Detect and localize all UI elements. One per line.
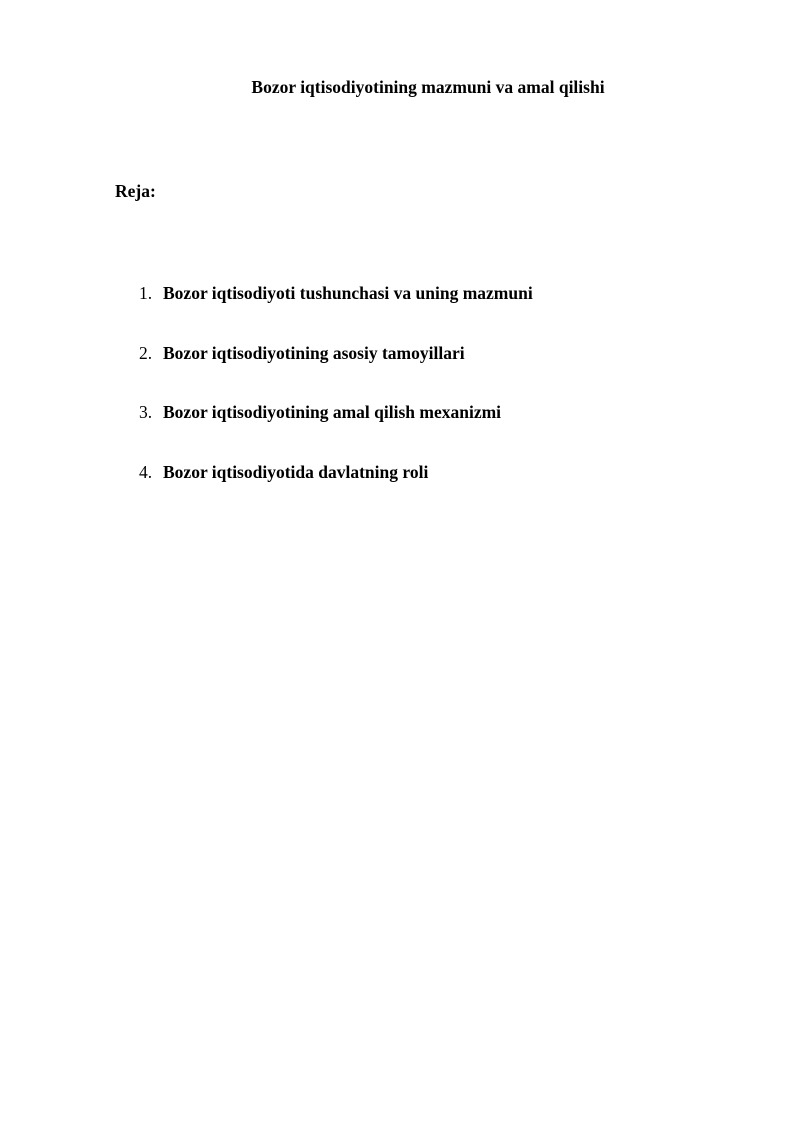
document-title: Bozor iqtisodiyotining mazmuni va amal qilishi — [251, 77, 605, 97]
plan-item-text: Bozor iqtisodiyotining asosiy tamoyillari — [163, 342, 465, 363]
plan-item-number: 2. — [139, 342, 153, 363]
plan-item-text: Bozor iqtisodiyotining amal qilish mexanizmi — [163, 402, 502, 422]
plan-item — [0, 282, 800, 342]
plan-item-text: Bozor iqtisodiyoti tushunchasi va uning mazmuni — [163, 283, 533, 303]
plan-item — [0, 401, 800, 461]
plan-item-number: 4. — [139, 461, 153, 482]
plan-list — [0, 282, 800, 520]
plan-item-number: 1. — [139, 283, 153, 303]
plan-heading: Reja: — [115, 181, 156, 201]
plan-item — [0, 342, 800, 402]
plan-item-number: 3. — [139, 402, 153, 422]
plan-item-text: Bozor iqtisodiyotida davlatning roli — [163, 461, 429, 482]
plan-item — [0, 461, 800, 521]
